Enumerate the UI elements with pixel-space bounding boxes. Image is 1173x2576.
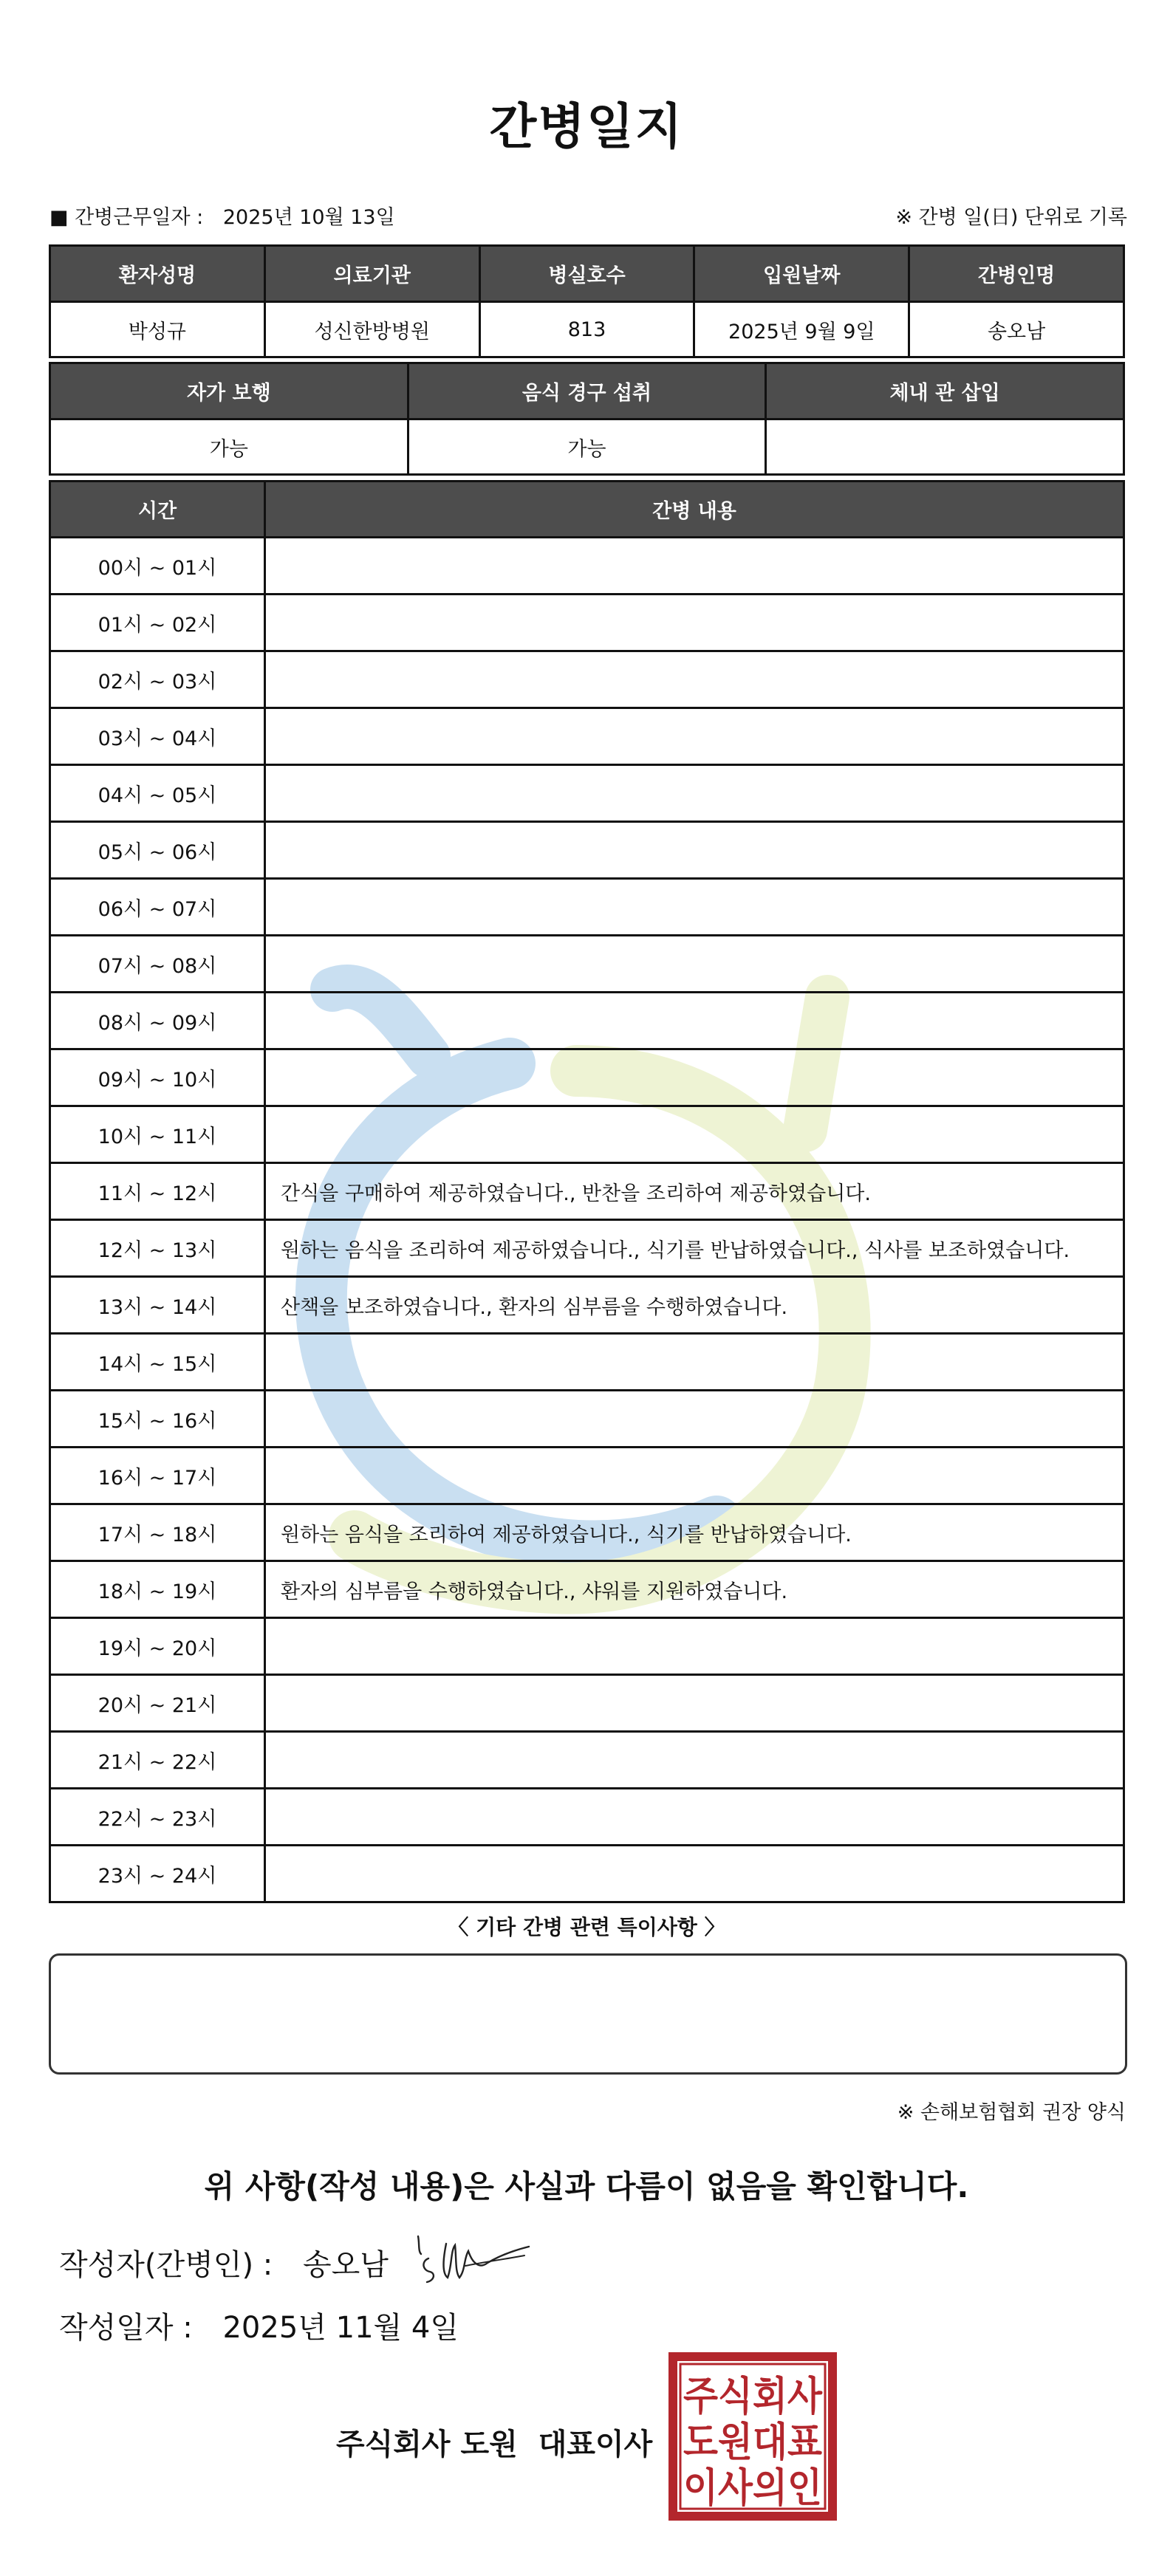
time-slot: 00시 ~ 01시 bbox=[50, 538, 265, 595]
header-room: 병실호수 bbox=[479, 246, 694, 302]
table-row bbox=[50, 1391, 1124, 1448]
handwritten-signature bbox=[414, 2229, 532, 2288]
room-number: 813 bbox=[479, 302, 694, 357]
time-slot: 13시 ~ 14시 bbox=[50, 1277, 265, 1334]
company-signature-line bbox=[336, 2421, 652, 2463]
time-slot: 09시 ~ 10시 bbox=[50, 1049, 265, 1106]
table-row bbox=[50, 765, 1124, 822]
svg-text:도원대표: 도원대표 bbox=[683, 2419, 822, 2465]
svg-text:이사의인: 이사의인 bbox=[683, 2464, 822, 2511]
svg-text:주식회사: 주식회사 bbox=[683, 2373, 823, 2419]
table-row bbox=[50, 1675, 1124, 1732]
table-row bbox=[50, 1049, 1124, 1106]
confirmation-statement: 위 사항(작성 내용)은 사실과 다름이 없음을 확인합니다. bbox=[204, 2168, 969, 2205]
care-content bbox=[265, 993, 1124, 1049]
care-content: 산책을 보조하였습니다., 환자의 심부름을 수행하였습니다. bbox=[265, 1277, 1124, 1334]
care-content: 환자의 심부름을 수행하였습니다., 샤워를 지원하였습니다. bbox=[265, 1561, 1124, 1618]
table-row bbox=[50, 1561, 1124, 1618]
writer-row bbox=[59, 2241, 389, 2284]
time-slot: 10시 ~ 11시 bbox=[50, 1106, 265, 1163]
company-seal bbox=[668, 2352, 837, 2521]
care-content bbox=[265, 936, 1124, 993]
time-slot: 16시 ~ 17시 bbox=[50, 1448, 265, 1504]
work-date-label: ■ 간병근무일자 : bbox=[49, 206, 204, 229]
care-content bbox=[265, 651, 1124, 708]
care-content bbox=[265, 1448, 1124, 1504]
table-row bbox=[50, 538, 1124, 595]
header-patient-name: 환자성명 bbox=[50, 246, 265, 302]
written-date-label: 작성일자 : bbox=[59, 2311, 193, 2345]
table-row bbox=[50, 879, 1124, 936]
header-hospital: 의료기관 bbox=[264, 246, 479, 302]
care-content bbox=[265, 1732, 1124, 1789]
time-slot: 23시 ~ 24시 bbox=[50, 1846, 265, 1902]
patient-status-table bbox=[49, 362, 1125, 476]
table-row bbox=[50, 651, 1124, 708]
care-content bbox=[265, 708, 1124, 765]
company-title: 대표이사 bbox=[538, 2428, 653, 2462]
care-log-table bbox=[49, 480, 1125, 1903]
table-row bbox=[50, 1448, 1124, 1504]
written-date-row bbox=[59, 2304, 459, 2346]
time-slot: 04시 ~ 05시 bbox=[50, 765, 265, 822]
care-content bbox=[265, 1049, 1124, 1106]
oral-intake-value: 가능 bbox=[408, 419, 766, 475]
table-row bbox=[50, 1277, 1124, 1334]
company-name: 주식회사 도원 bbox=[336, 2428, 518, 2462]
care-content bbox=[265, 1846, 1124, 1902]
header-tube: 체내 관 삽입 bbox=[766, 363, 1124, 419]
work-date-value: 2025년 10월 13일 bbox=[222, 206, 395, 229]
time-slot: 02시 ~ 03시 bbox=[50, 651, 265, 708]
table-row bbox=[50, 595, 1124, 651]
table-row bbox=[50, 708, 1124, 765]
tube-value bbox=[766, 419, 1124, 475]
care-content: 간식을 구매하여 제공하였습니다., 반찬을 조리하여 제공하였습니다. bbox=[265, 1163, 1124, 1220]
time-slot: 22시 ~ 23시 bbox=[50, 1789, 265, 1846]
record-note: ※ 간병 일(日) 단위로 기록 bbox=[895, 206, 1127, 229]
care-content bbox=[265, 822, 1124, 879]
admission-date: 2025년 9월 9일 bbox=[694, 302, 909, 357]
table-row bbox=[50, 822, 1124, 879]
patient-name: 박성규 bbox=[50, 302, 265, 357]
care-content bbox=[265, 879, 1124, 936]
care-content: 원하는 음식을 조리하여 제공하였습니다., 식기를 반납하였습니다., 식사를 보조하였습니다. bbox=[265, 1220, 1124, 1277]
care-content bbox=[265, 765, 1124, 822]
table-row bbox=[50, 1106, 1124, 1163]
care-content bbox=[265, 1675, 1124, 1732]
table-row bbox=[50, 1334, 1124, 1391]
form-source-note: ※ 손해보험협회 권장 양식 bbox=[897, 2101, 1126, 2124]
page-title: 간병일지 bbox=[489, 98, 684, 155]
care-content bbox=[265, 538, 1124, 595]
care-content bbox=[265, 1618, 1124, 1675]
table-row bbox=[50, 1789, 1124, 1846]
table-row bbox=[50, 1732, 1124, 1789]
header-oral-intake: 음식 경구 섭취 bbox=[408, 363, 766, 419]
time-slot: 12시 ~ 13시 bbox=[50, 1220, 265, 1277]
care-content bbox=[265, 1106, 1124, 1163]
header-time: 시간 bbox=[50, 482, 265, 538]
care-content: 원하는 음식을 조리하여 제공하였습니다., 식기를 반납하였습니다. bbox=[265, 1504, 1124, 1561]
time-slot: 14시 ~ 15시 bbox=[50, 1334, 265, 1391]
header-walking: 자가 보행 bbox=[50, 363, 408, 419]
caregiver-name: 송오남 bbox=[909, 302, 1124, 357]
header-admission-date: 입원날짜 bbox=[694, 246, 909, 302]
time-slot: 17시 ~ 18시 bbox=[50, 1504, 265, 1561]
time-slot: 06시 ~ 07시 bbox=[50, 879, 265, 936]
time-slot: 11시 ~ 12시 bbox=[50, 1163, 265, 1220]
remarks-title: 〈 기타 간병 관련 특이사항 〉 bbox=[448, 1915, 725, 1939]
care-content bbox=[265, 1789, 1124, 1846]
table-row bbox=[50, 936, 1124, 993]
time-slot: 05시 ~ 06시 bbox=[50, 822, 265, 879]
writer-label: 작성자(간병인) : bbox=[59, 2248, 273, 2282]
care-content bbox=[265, 1334, 1124, 1391]
writer-name: 송오남 bbox=[302, 2248, 389, 2282]
care-content bbox=[265, 595, 1124, 651]
time-slot: 15시 ~ 16시 bbox=[50, 1391, 265, 1448]
remarks-box bbox=[49, 1953, 1127, 2075]
time-slot: 03시 ~ 04시 bbox=[50, 708, 265, 765]
table-row bbox=[50, 1163, 1124, 1220]
time-slot: 19시 ~ 20시 bbox=[50, 1618, 265, 1675]
care-content bbox=[265, 1391, 1124, 1448]
work-date bbox=[49, 201, 395, 230]
written-date-value: 2025년 11월 4일 bbox=[222, 2311, 459, 2345]
time-slot: 07시 ~ 08시 bbox=[50, 936, 265, 993]
patient-info-table bbox=[49, 244, 1125, 358]
table-row bbox=[50, 1618, 1124, 1675]
time-slot: 20시 ~ 21시 bbox=[50, 1675, 265, 1732]
walking-value: 가능 bbox=[50, 419, 408, 475]
time-slot: 18시 ~ 19시 bbox=[50, 1561, 265, 1618]
table-row bbox=[50, 1846, 1124, 1902]
table-row bbox=[50, 993, 1124, 1049]
table-row bbox=[50, 1504, 1124, 1561]
time-slot: 21시 ~ 22시 bbox=[50, 1732, 265, 1789]
table-row bbox=[50, 1220, 1124, 1277]
time-slot: 01시 ~ 02시 bbox=[50, 595, 265, 651]
time-slot: 08시 ~ 09시 bbox=[50, 993, 265, 1049]
hospital-name: 성신한방병원 bbox=[264, 302, 479, 357]
header-care-content: 간병 내용 bbox=[265, 482, 1124, 538]
header-caregiver: 간병인명 bbox=[909, 246, 1124, 302]
